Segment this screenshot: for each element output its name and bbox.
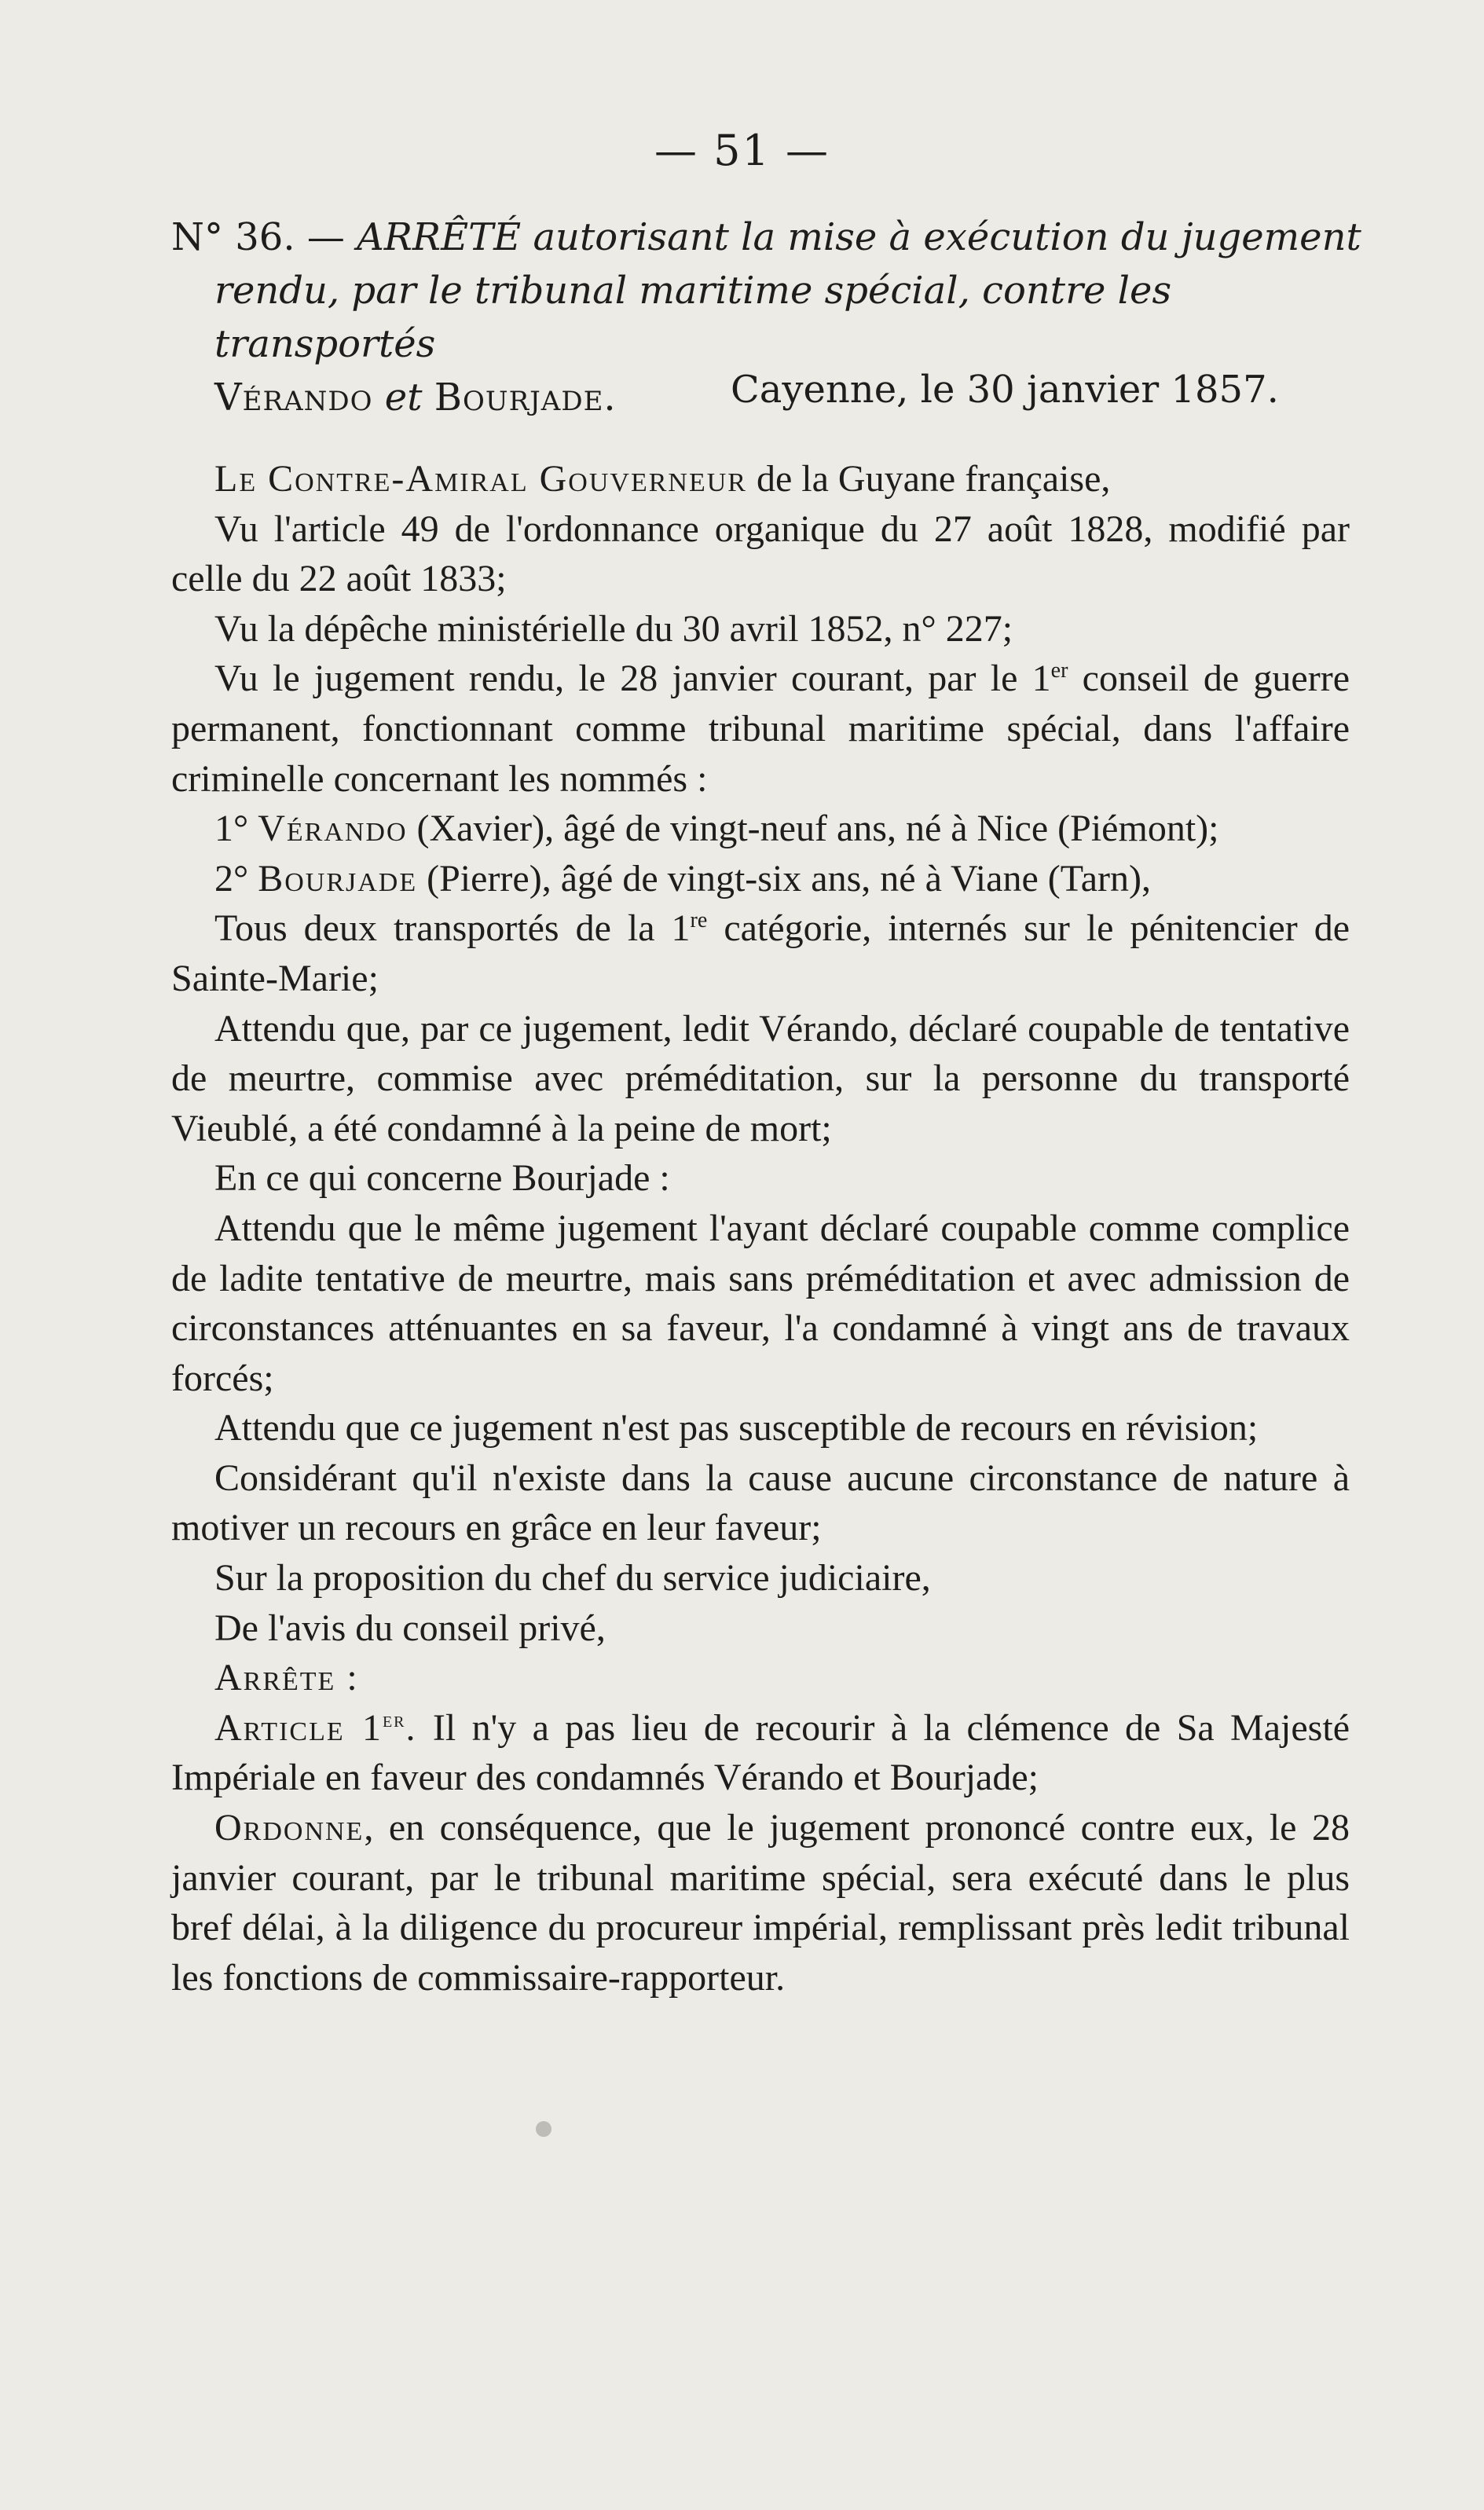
governor-rest: de la Guyane française, — [746, 458, 1111, 500]
decree-body — [171, 454, 1350, 2003]
heading-conj: et — [384, 376, 423, 420]
decree-title: ARRÊTÉ — [357, 215, 522, 259]
item-rest-2: (Pierre), âgé de vingt-six ans, né à Viane (Tarn), — [417, 857, 1151, 900]
paragraph-ordonne — [171, 1803, 1350, 2003]
paragraph-arrete: Arrête : — [214, 1657, 359, 1699]
paragraph-concerne: En ce qui concerne Bourjade : — [214, 1157, 670, 1200]
convict-name-1: Vérando — [214, 376, 373, 420]
item-name-verando: Vérando — [258, 808, 408, 850]
paragraph-article-1 — [171, 1703, 1350, 1803]
paragraph-verando — [171, 804, 1350, 854]
paragraph-proposition: Sur la proposition du chef du service judiciaire, — [214, 1557, 931, 1599]
decree-subject-1: autorisant la mise à exécution du jugement — [533, 215, 1361, 259]
paragraph-avis: De l'avis du conseil privé, — [214, 1607, 606, 1649]
convict-name-2: Bourjade. — [434, 376, 617, 420]
ordonne-text: , en conséquence, que le jugement prononcé contre eux, le 28 janvier courant, par le tribunal maritime spécial, sera exécuté dans le plus bref délai, à la diligence du procureur impérial, remplissant près ledit tribunal les fonctions de commissaire-rapporteur. — [171, 1807, 1350, 1999]
item-number-1: 1° — [214, 808, 258, 850]
item-number-2: 2° — [214, 857, 258, 900]
article-label: Article 1er. — [214, 1706, 417, 1749]
decree-number: N° 36. — [171, 215, 295, 259]
page-number: — 51 — — [654, 126, 830, 175]
print-speck — [536, 2121, 551, 2137]
governor-title: Le Contre-Amiral Gouverneur — [214, 458, 747, 500]
paragraph-governor — [171, 454, 1350, 504]
paragraph-jugement: Vu le jugement rendu, le 28 janvier courant, par le 1er conseil de guerre permanent, fonctionnant comme tribunal maritime spécial, dans l'affaire criminelle concernant les nommés : — [171, 658, 1350, 800]
paragraph-considerant: Considérant qu'il n'existe dans la cause aucune circonstance de nature à motiver un recours en grâce en leur faveur; — [171, 1457, 1350, 1549]
paragraph-bourjade — [171, 854, 1350, 904]
place-date: Cayenne, le 30 janvier 1857. — [731, 368, 1279, 412]
article-text: Il n'y a pas lieu de recourir à la clémence de Sa Majesté Impériale en faveur des condamnés Vérando et Bourjade; — [171, 1706, 1350, 1799]
paragraph-attendu-1: Attendu que, par ce jugement, ledit Vérando, déclaré coupable de tentative de meurtre, commise avec préméditation, sur la personne du transporté Vieublé, a été condamné à la peine de mort; — [171, 1007, 1350, 1149]
paragraph-depeche: Vu la dépêche ministérielle du 30 avril 1852, n° 227; — [214, 607, 1013, 650]
ordonne-label: Ordonne — [214, 1807, 365, 1849]
paragraph-article-49: Vu l'article 49 de l'ordonnance organique du 27 août 1828, modifié par celle du 22 août 1833; — [171, 507, 1350, 600]
item-name-bourjade: Bourjade — [258, 857, 418, 900]
paragraph-attendu-2: Attendu que le même jugement l'ayant déclaré coupable comme complice de ladite tentative de meurtre, mais sans préméditation et avec admission de circonstances atténuantes en sa faveur, l'a condamné à vingt ans de travaux forcés; — [171, 1207, 1350, 1399]
paragraph-categorie: Tous deux transportés de la 1re catégorie, internés sur le pénitencier de Sainte-Marie; — [171, 907, 1350, 999]
item-rest-1: (Xavier), âgé de vingt-neuf ans, né à Nice (Piémont); — [407, 808, 1219, 850]
heading-dash: — — [306, 215, 345, 259]
heading-line-1 — [171, 211, 1365, 264]
decree-subject-2: rendu, par le tribunal maritime spécial, contre les transportés — [214, 269, 1172, 366]
paragraph-attendu-3: Attendu que ce jugement n'est pas susceptible de recours en révision; — [214, 1407, 1259, 1449]
